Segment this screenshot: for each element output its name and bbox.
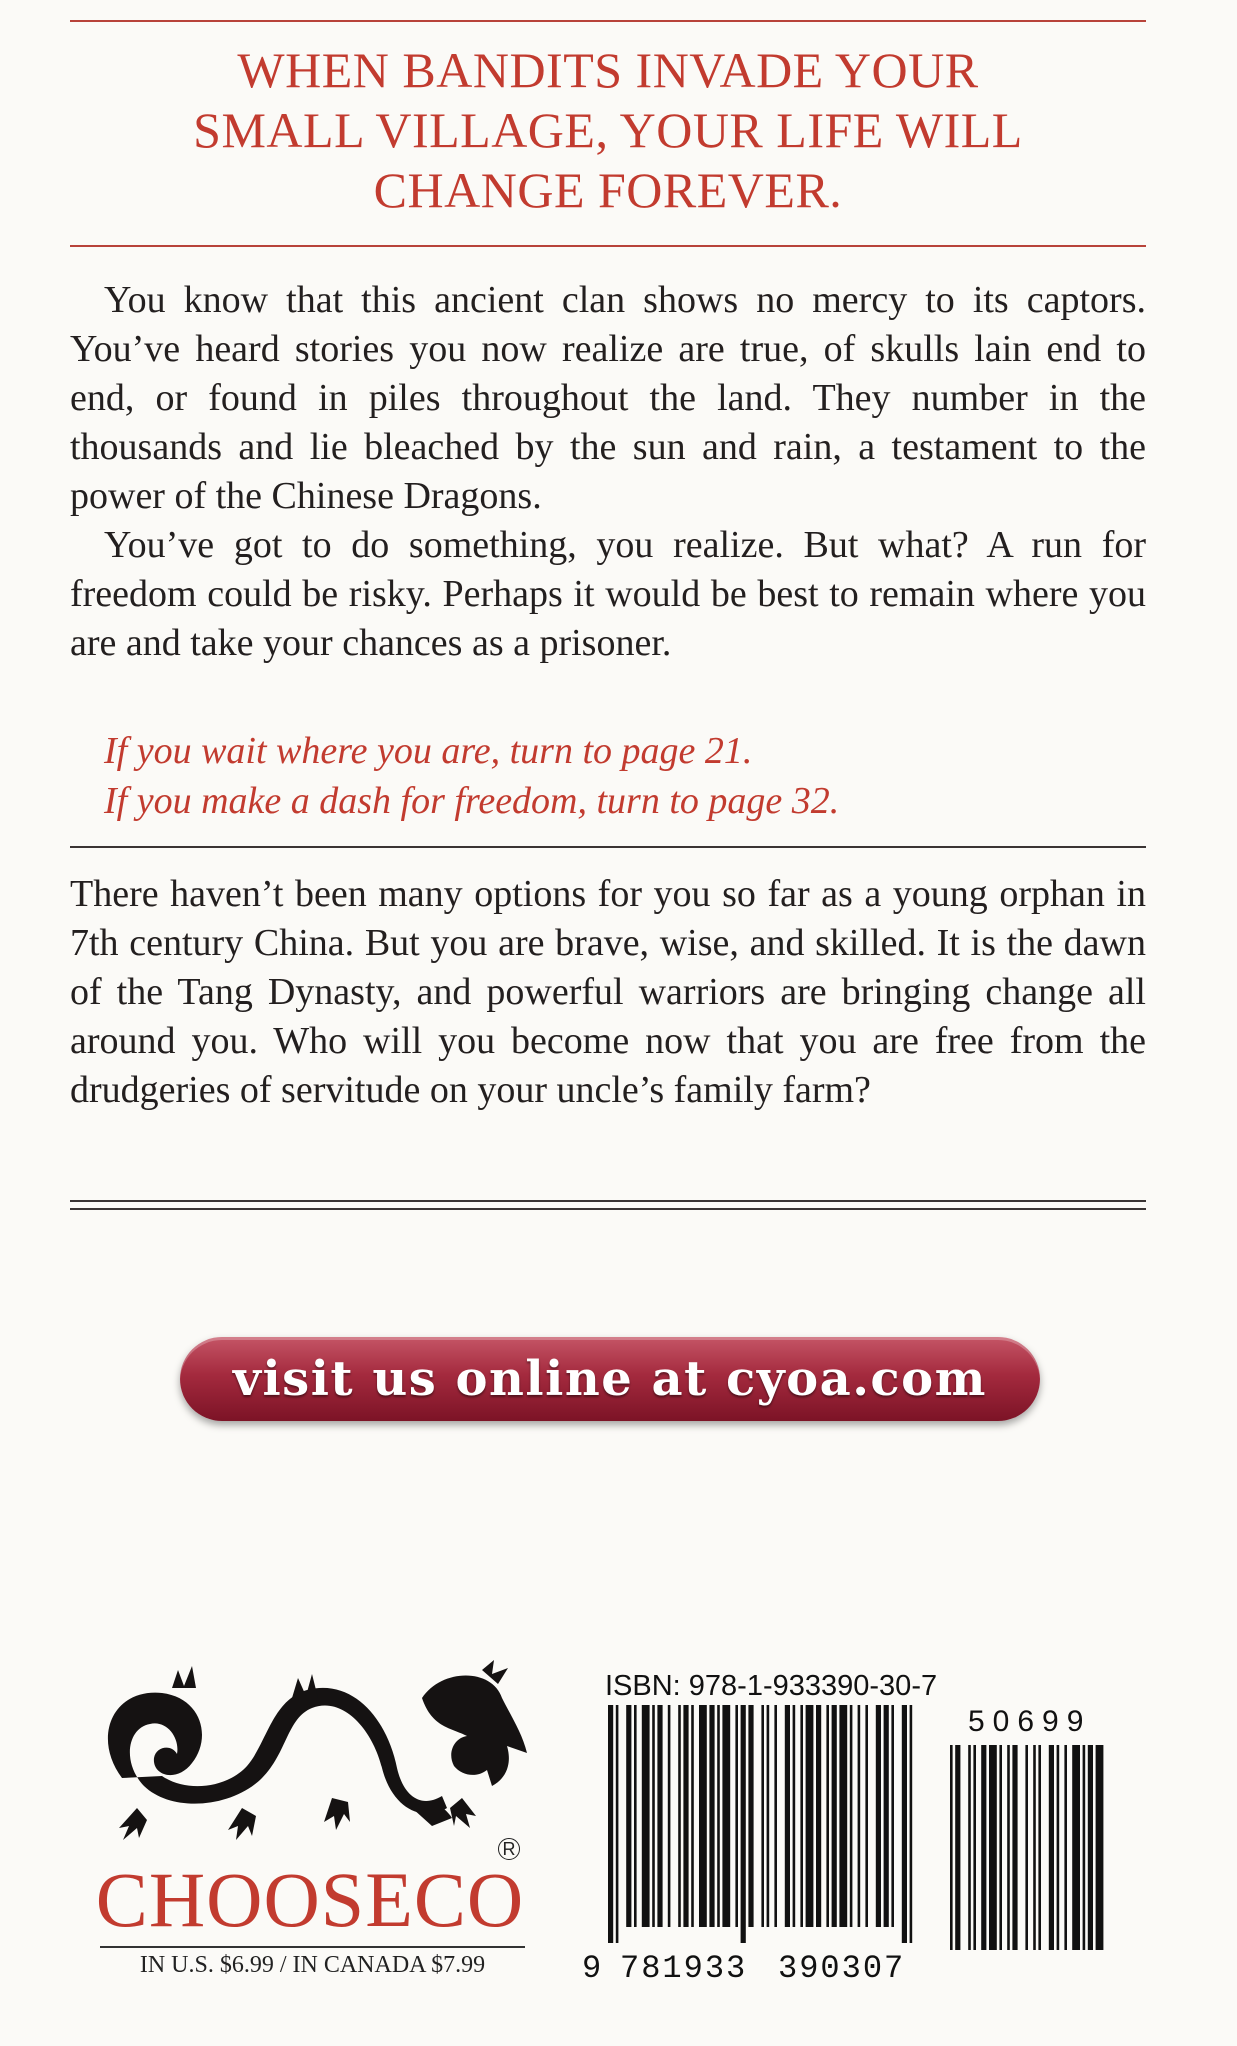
- barcode-digit-group-1: 781933: [620, 1950, 748, 1987]
- addon-bar: [968, 1745, 971, 1950]
- barcode-bar: [626, 1705, 631, 1927]
- barcode-bar: [642, 1705, 650, 1927]
- barcode-bar: [748, 1705, 753, 1927]
- barcode-bar: [884, 1705, 889, 1927]
- barcode-bar: [806, 1705, 814, 1927]
- story-text: [70, 276, 1146, 668]
- headline-line-2: SMALL VILLAGE, YOUR LIFE WILL: [193, 102, 1023, 158]
- barcode-bar: [858, 1705, 861, 1927]
- barcode-bar: [657, 1705, 662, 1927]
- addon-bar: [989, 1745, 997, 1950]
- addon-bar: [1083, 1745, 1086, 1950]
- barcode-bar: [683, 1705, 688, 1927]
- isbn-text: ISBN: 978-1-933390-30-7: [605, 1670, 938, 1702]
- blurb-bottom-double-rule: [70, 1200, 1146, 1210]
- barcode-bar: [826, 1705, 829, 1927]
- choices-bottom-rule: [70, 846, 1146, 848]
- barcode-bar: [678, 1705, 681, 1927]
- barcode-image: [600, 1705, 1120, 1955]
- addon-bar: [999, 1745, 1002, 1950]
- addon-bar: [1072, 1745, 1080, 1950]
- barcode-bar: [793, 1705, 796, 1927]
- barcode-bar: [816, 1705, 821, 1927]
- barcode-bar: [774, 1705, 777, 1927]
- barcode-digit-group-2: 390307: [778, 1950, 906, 1987]
- barcode-bar: [709, 1705, 714, 1927]
- addon-bar: [981, 1745, 986, 1950]
- top-rule: [70, 20, 1146, 22]
- addon-bar: [1096, 1745, 1104, 1950]
- choice-wait: If you wait where you are, turn to page 21.: [104, 730, 753, 772]
- addon-bar: [1038, 1745, 1041, 1950]
- barcode-bar: [608, 1705, 613, 1943]
- price-rule: [100, 1946, 525, 1948]
- addon-bar: [1012, 1745, 1017, 1950]
- barcode-bar: [634, 1705, 637, 1927]
- barcode-bar: [850, 1705, 853, 1927]
- barcode-bar: [668, 1705, 671, 1927]
- barcode-bar: [832, 1705, 837, 1927]
- addon-bar: [1007, 1745, 1010, 1950]
- barcode-bar: [722, 1705, 730, 1927]
- registered-mark: R: [498, 1838, 520, 1860]
- choices: [104, 726, 1144, 826]
- barcode-bar: [735, 1705, 738, 1927]
- barcode-bar: [699, 1705, 707, 1927]
- barcode-bar: [741, 1705, 746, 1943]
- addon-bar: [973, 1745, 976, 1950]
- barcode-bar: [717, 1705, 720, 1927]
- headline-line-1: WHEN BANDITS INVADE YOUR: [237, 42, 979, 98]
- barcode-bar: [876, 1705, 881, 1927]
- headline: [70, 40, 1146, 220]
- addon-bar: [1057, 1745, 1060, 1950]
- addon-bar: [1064, 1745, 1067, 1950]
- barcode-bar: [800, 1705, 803, 1927]
- barcode-bar: [761, 1705, 764, 1927]
- addon-bar: [1049, 1745, 1054, 1950]
- barcode-bar: [891, 1705, 894, 1927]
- choice-dash: If you make a dash for freedom, turn to page 32.: [104, 780, 840, 822]
- barcode-bar: [652, 1705, 655, 1927]
- barcode-bar: [785, 1705, 790, 1927]
- barcode-bar: [616, 1705, 619, 1943]
- addon-bar: [955, 1745, 960, 1950]
- dragon-icon: [82, 1658, 532, 1853]
- addon-bar: [1033, 1745, 1036, 1950]
- blurb-text: [70, 870, 1146, 1115]
- barcode-bar: [691, 1705, 694, 1927]
- addon-bar: [1025, 1745, 1028, 1950]
- story-paragraph-1: You know that this ancient clan shows no mercy to its captors. You’ve heard stories you now realize are true, of skulls lain end to end, or found in piles throughout the land. They number in the thousands and lie bleached by the sun and rain, a testament to the power of the Chinese Dragons.: [70, 279, 1146, 517]
- barcode-digit-first: 9: [582, 1950, 604, 1987]
- headline-bottom-rule: [70, 245, 1146, 247]
- publisher-name: CHOOSECO: [95, 1856, 525, 1943]
- barcode-bar: [839, 1705, 847, 1927]
- visit-online-button[interactable]: visit us online at cyoa.com: [180, 1337, 1040, 1421]
- blurb-paragraph: There haven’t been many options for you so far as a young orphan in 7th century China. But you are brave, wise, and skilled. It is the dawn of the Tang Dynasty, and powerful warriors are bringing change all around you. Who will you become now that you are free from the drudgeries of servitude on your uncle’s family farm?: [70, 873, 1146, 1111]
- addon-bar: [1088, 1745, 1093, 1950]
- story-paragraph-2: You’ve got to do something, you realize. But what? A run for freedom could be risky. Perhaps it would be best to remain where you are and take your chances as a prisoner.: [70, 524, 1146, 664]
- barcode-bar: [767, 1705, 770, 1927]
- price-text: IN U.S. $6.99 / IN CANADA $7.99: [139, 1952, 486, 1978]
- barcode-bar: [910, 1705, 913, 1943]
- barcode-bar: [865, 1705, 868, 1927]
- addon-bar: [950, 1745, 953, 1950]
- barcode-bar: [902, 1705, 907, 1943]
- headline-line-3: CHANGE FOREVER.: [373, 162, 843, 218]
- addon-digits: 50699: [968, 1705, 1092, 1738]
